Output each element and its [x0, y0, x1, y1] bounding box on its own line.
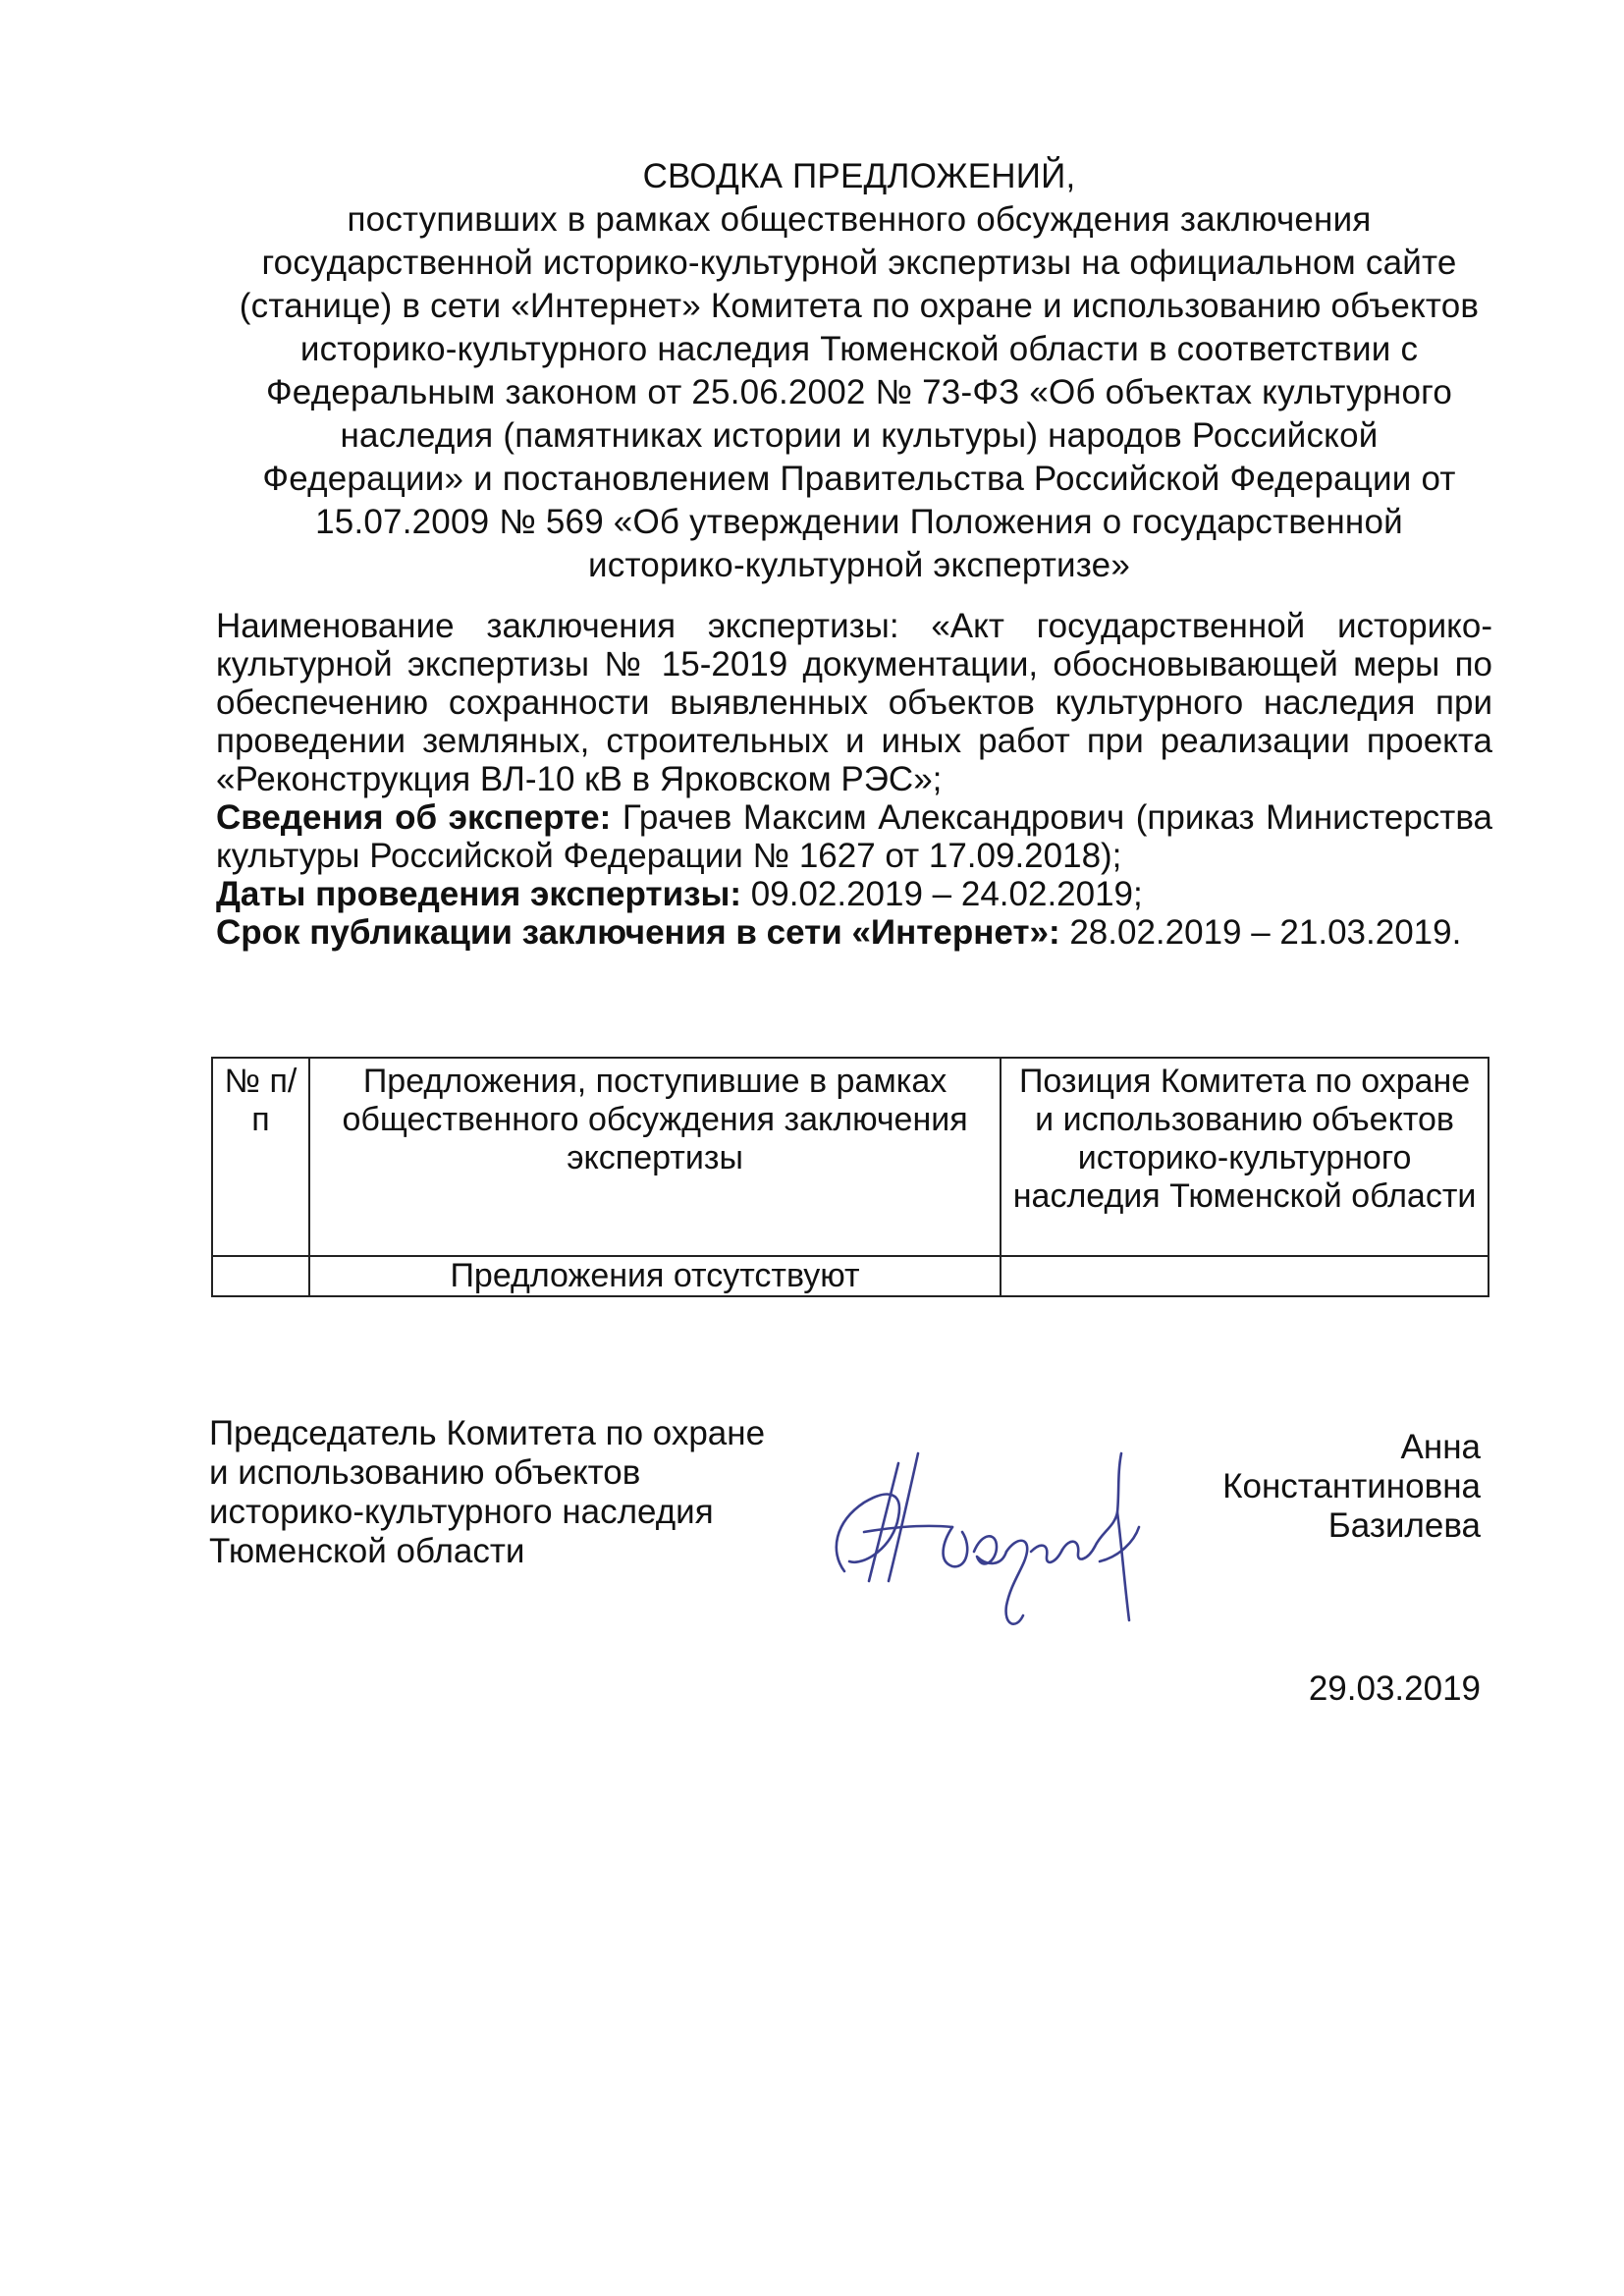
title-line: СВОДКА ПРЕДЛОЖЕНИЙ, — [642, 157, 1076, 195]
title-line: государственной историко-культурной экспертизы на официальном сайте — [261, 244, 1457, 282]
publication-period — [216, 913, 1492, 952]
table-header-row — [212, 1058, 1489, 1256]
signer-first-name: Анна — [1400, 1428, 1481, 1466]
header-proposals: Предложения, поступившие в рамках общественного обсуждения заключения экспертизы — [309, 1058, 1001, 1256]
publication-label: Срок публикации заключения в сети «Интернет»: — [216, 913, 1060, 952]
expert-label: Сведения об эксперте: — [216, 798, 612, 837]
expertise-info — [216, 607, 1492, 952]
signer-patronymic: Константиновна — [1222, 1467, 1481, 1505]
cell-num — [212, 1256, 309, 1296]
title-line: Федеральным законом от 25.06.2002 № 73-ФЗ «Об объектах культурного — [266, 373, 1452, 411]
header-position: Позиция Комитета по охране и использованию объектов историко-культурного наследия Тюменской области — [1001, 1058, 1489, 1256]
title-line: наследия (памятниках истории и культуры) народов Российской — [340, 416, 1379, 455]
signer-surname: Базилева — [1327, 1506, 1481, 1545]
publication-value: 28.02.2019 – 21.03.2019. — [1059, 913, 1462, 952]
dates-label: Даты проведения экспертизы: — [216, 875, 742, 913]
signer-title — [209, 1414, 765, 1571]
signer-title-line: историко-культурного наследия — [209, 1493, 714, 1531]
header-num: № п/п — [212, 1058, 309, 1256]
title-line: поступивших в рамках общественного обсуждения заключения — [347, 200, 1372, 239]
proposals-table — [211, 1057, 1489, 1297]
document-title — [206, 155, 1512, 587]
signer-title-line: и использованию объектов — [209, 1453, 641, 1492]
title-line: 15.07.2009 № 569 «Об утверждении Положения о государственной — [315, 503, 1403, 541]
document-date: 29.03.2019 — [1308, 1669, 1481, 1708]
title-line: Федерации» и постановлением Правительства Российской Федерации от — [262, 460, 1456, 498]
signer-title-line: Председатель Комитета по охране — [209, 1414, 766, 1452]
expert-details — [216, 798, 1492, 875]
table-row — [212, 1256, 1489, 1296]
title-line: историко-культурной экспертизе» — [588, 546, 1130, 584]
expertise-dates — [216, 875, 1492, 913]
signer-name — [1222, 1428, 1481, 1546]
conclusion-name: Наименование заключения экспертизы: «Акт государственной историко-культурной экспертизы № 15-2019 документации, обосновывающей меры по обеспечению сохранности выявленных объектов культурного наследия при проведении земляных, строительных и иных работ при реализации проекта «Реконструкция ВЛ-10 кВ в Ярковском РЭС»; — [216, 607, 1492, 798]
dates-value: 09.02.2019 – 24.02.2019; — [741, 875, 1143, 913]
handwritten-signature — [805, 1434, 1159, 1640]
title-line: (станице) в сети «Интернет» Комитета по охране и использованию объектов — [239, 287, 1480, 325]
cell-position — [1001, 1256, 1489, 1296]
title-line: историко-культурного наследия Тюменской области в соответствии с — [299, 330, 1419, 368]
expert-value: Грачев Максим Александрович (приказ Министерства культуры Российской Федерации № 1627 от 17.09.2018); — [216, 798, 1492, 875]
cell-proposals: Предложения отсутствуют — [309, 1256, 1001, 1296]
signer-title-line: Тюменской области — [209, 1532, 525, 1570]
